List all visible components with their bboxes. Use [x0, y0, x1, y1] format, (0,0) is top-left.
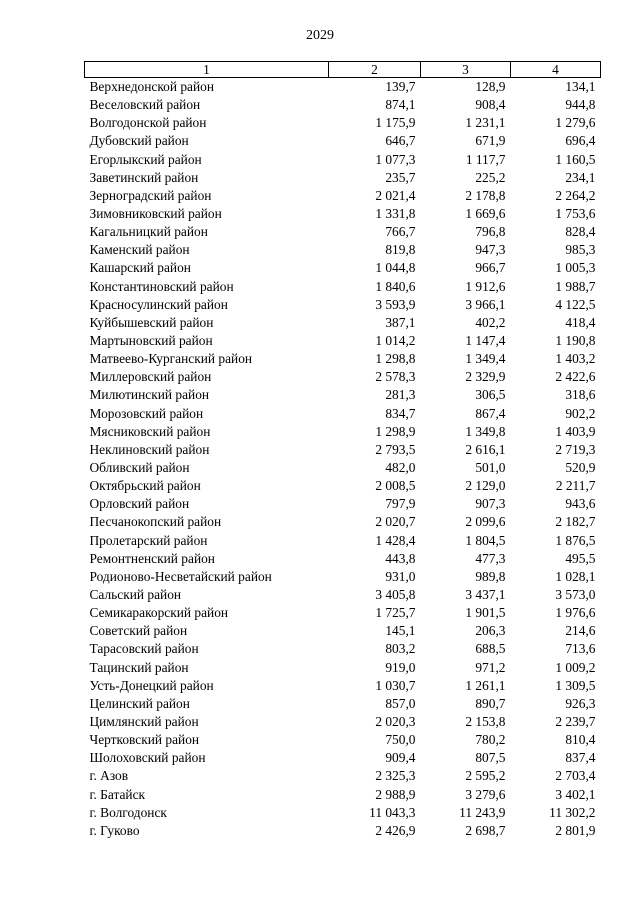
table-row	[85, 259, 601, 277]
table-row	[85, 622, 601, 640]
value-col-4: 943,6	[565, 496, 596, 512]
value-col-4: 1 976,6	[555, 605, 596, 621]
value-col-4: 318,6	[565, 387, 596, 403]
district-name: Сальский район	[89, 587, 182, 602]
district-name: Милютинский район	[89, 387, 210, 403]
value-col-3: 671,9	[475, 133, 506, 149]
value-col-4: 1 309,5	[555, 677, 596, 693]
value-col-4: 713,6	[565, 641, 596, 657]
table-row	[85, 695, 601, 713]
district-name: Зерноградский район	[89, 187, 212, 203]
value-col-3: 2 129,0	[465, 478, 506, 494]
table-row	[85, 804, 601, 822]
value-col-3: 1 117,7	[465, 151, 506, 167]
column-header-3: 3	[421, 62, 511, 78]
value-col-2: 874,1	[385, 97, 416, 113]
district-name: Семикаракорский район	[89, 605, 229, 621]
value-col-3: 1 147,4	[465, 333, 506, 349]
value-col-2: 1 175,9	[375, 115, 416, 131]
value-col-2: 235,7	[385, 169, 416, 185]
district-name: Волгодонской район	[89, 115, 207, 131]
table-row	[85, 568, 601, 586]
district-name: Красносулинский район	[89, 296, 228, 312]
table-row	[85, 532, 601, 550]
value-col-4: 1 005,3	[555, 260, 596, 276]
table-row	[85, 187, 601, 205]
value-col-3: 1 912,6	[465, 278, 506, 294]
table-row	[85, 423, 601, 441]
district-name: Мясниковский район	[89, 423, 211, 439]
table-row	[85, 278, 601, 296]
value-col-3: 1 261,1	[465, 677, 506, 693]
value-col-2: 857,0	[385, 695, 416, 711]
value-col-2: 281,3	[385, 387, 416, 403]
table-row	[85, 640, 601, 658]
value-col-2: 766,7	[385, 224, 416, 240]
value-col-2: 3 405,8	[375, 587, 416, 602]
table-row	[85, 785, 601, 803]
value-col-3: 3 966,1	[465, 296, 506, 312]
value-col-4: 926,3	[565, 695, 596, 711]
value-col-2: 919,0	[385, 659, 416, 675]
district-name: Кашарский район	[89, 260, 191, 276]
column-header-4: 4	[511, 62, 601, 78]
table-row	[85, 495, 601, 513]
value-col-2: 1 077,3	[375, 151, 416, 167]
table-row	[85, 822, 601, 840]
value-col-4: 696,4	[565, 133, 596, 149]
value-col-4: 2 264,2	[555, 187, 596, 203]
value-col-3: 1 349,8	[465, 423, 506, 439]
value-col-4: 944,8	[565, 97, 596, 113]
table-row	[85, 78, 601, 97]
value-col-2: 803,2	[385, 641, 416, 657]
table-row	[85, 586, 601, 604]
district-name: г. Гуково	[89, 822, 140, 838]
table-row	[85, 296, 601, 314]
value-col-2: 819,8	[385, 242, 416, 258]
value-col-3: 2 329,9	[465, 369, 506, 385]
value-col-3: 306,5	[475, 387, 506, 403]
value-col-3: 2 595,2	[465, 768, 506, 784]
table-row	[85, 314, 601, 332]
district-name: Морозовский район	[89, 405, 204, 421]
value-col-2: 1 725,7	[375, 605, 416, 621]
value-col-2: 646,7	[385, 133, 416, 149]
value-col-4: 2 801,9	[555, 822, 596, 838]
table-body	[85, 78, 601, 840]
value-col-2: 1 014,2	[375, 333, 416, 349]
value-col-4: 828,4	[565, 224, 596, 240]
value-col-4: 810,4	[565, 732, 596, 748]
value-col-3: 11 243,9	[459, 804, 506, 820]
table-row	[85, 114, 601, 132]
value-col-4: 214,6	[565, 623, 596, 639]
column-header-1: 1	[85, 62, 329, 78]
table-row	[85, 132, 601, 150]
value-col-4: 234,1	[565, 169, 596, 185]
value-col-2: 1 298,9	[375, 423, 416, 439]
table-row	[85, 151, 601, 169]
district-name: Заветинский район	[89, 169, 199, 185]
district-name: Константиновский район	[89, 278, 234, 294]
value-col-2: 2 020,7	[375, 514, 416, 530]
value-col-3: 402,2	[475, 314, 506, 330]
value-col-4: 1 403,9	[555, 423, 596, 439]
value-col-4: 1 028,1	[555, 568, 596, 584]
table-row	[85, 513, 601, 531]
value-col-3: 780,2	[475, 732, 506, 748]
value-col-3: 2 178,8	[465, 187, 506, 203]
table-row	[85, 659, 601, 677]
table-row	[85, 459, 601, 477]
value-col-3: 128,9	[475, 79, 506, 95]
value-col-2: 797,9	[385, 496, 416, 512]
district-name: Каменский район	[89, 242, 190, 258]
value-col-3: 966,7	[475, 260, 506, 276]
value-col-4: 1 279,6	[555, 115, 596, 131]
value-col-2: 139,7	[385, 79, 416, 95]
value-col-3: 225,2	[475, 169, 506, 185]
value-col-3: 2 099,6	[465, 514, 506, 530]
table-row	[85, 241, 601, 259]
district-name: Усть-Донецкий район	[89, 677, 214, 693]
value-col-4: 1 190,8	[555, 333, 596, 349]
value-col-3: 688,5	[475, 641, 506, 657]
value-col-2: 482,0	[385, 460, 416, 476]
table-row	[85, 677, 601, 695]
value-col-4: 985,3	[565, 242, 596, 258]
table-row	[85, 405, 601, 423]
table-row	[85, 332, 601, 350]
value-col-3: 477,3	[475, 550, 506, 566]
district-name: Октябрьский район	[89, 478, 201, 494]
value-col-4: 902,2	[565, 405, 596, 421]
district-name: Ремонтненский район	[89, 550, 215, 566]
value-col-3: 1 669,6	[465, 206, 506, 222]
district-name: Орловский район	[89, 496, 190, 512]
value-col-2: 750,0	[385, 732, 416, 748]
district-name: Верхнедонской район	[89, 79, 215, 95]
value-col-4: 837,4	[565, 750, 596, 766]
value-col-3: 971,2	[475, 659, 506, 675]
value-col-2: 834,7	[385, 405, 416, 421]
value-col-3: 908,4	[475, 97, 506, 113]
district-name: г. Азов	[89, 768, 129, 784]
table-row	[85, 550, 601, 568]
district-name: Цимлянский район	[89, 713, 199, 729]
value-col-4: 1 403,2	[555, 351, 596, 367]
value-col-2: 11 043,3	[369, 804, 416, 820]
table-row	[85, 749, 601, 767]
value-col-4: 520,9	[565, 460, 596, 476]
table-row	[85, 368, 601, 386]
table-row	[85, 169, 601, 187]
value-col-2: 1 331,8	[375, 206, 416, 222]
value-col-3: 796,8	[475, 224, 506, 240]
page-number: 2029	[306, 28, 334, 43]
value-col-3: 206,3	[475, 623, 506, 639]
value-col-3: 2 153,8	[465, 713, 506, 729]
value-col-2: 2 020,3	[375, 713, 416, 729]
value-col-4: 2 211,7	[555, 478, 596, 494]
table-row	[85, 386, 601, 404]
value-col-2: 1 840,6	[375, 278, 416, 294]
value-col-4: 2 239,7	[555, 713, 596, 729]
value-col-2: 2 578,3	[375, 369, 416, 385]
value-col-4: 2 719,3	[555, 441, 596, 457]
value-col-2: 2 325,3	[375, 768, 416, 784]
table-row	[85, 731, 601, 749]
value-col-2: 145,1	[385, 623, 416, 639]
value-col-3: 1 804,5	[465, 532, 506, 548]
value-col-4: 418,4	[565, 314, 596, 330]
value-col-2: 2 988,9	[375, 786, 416, 802]
table-row	[85, 604, 601, 622]
value-col-3: 989,8	[475, 568, 506, 584]
value-col-2: 2 426,9	[375, 822, 416, 838]
district-name: Миллеровский район	[89, 369, 212, 385]
value-col-3: 867,4	[475, 405, 506, 421]
column-header-2: 2	[329, 62, 421, 78]
value-col-4: 495,5	[565, 550, 596, 566]
value-col-4: 2 182,7	[555, 514, 596, 530]
table-row	[85, 713, 601, 731]
district-name: Кагальницкий район	[89, 224, 208, 240]
table-row	[85, 223, 601, 241]
district-name: Тарасовский район	[89, 641, 199, 657]
value-col-3: 947,3	[475, 242, 506, 258]
value-col-3: 890,7	[475, 695, 506, 711]
district-name: Целинский район	[89, 695, 190, 711]
value-col-2: 931,0	[385, 568, 416, 584]
district-name: Чертковский район	[89, 732, 200, 748]
value-col-4: 1 160,5	[555, 151, 596, 167]
header-row	[85, 62, 601, 78]
value-col-4: 1 009,2	[555, 659, 596, 675]
district-name: Песчанокопский район	[89, 514, 222, 530]
value-col-4: 4 122,5	[555, 296, 596, 312]
table-header	[85, 62, 601, 78]
table-row	[85, 96, 601, 114]
value-col-3: 2 698,7	[465, 822, 506, 838]
district-name: Шолоховский район	[89, 750, 206, 766]
value-col-2: 2 793,5	[375, 441, 416, 457]
value-col-4: 2 703,4	[555, 768, 596, 784]
budget-table	[84, 61, 601, 840]
district-name: Обливский район	[89, 460, 190, 476]
value-col-2: 3 593,9	[375, 296, 416, 312]
value-col-3: 1 231,1	[465, 115, 506, 131]
value-col-2: 1 030,7	[375, 677, 416, 693]
district-name: Куйбышевский район	[89, 314, 214, 330]
value-col-2: 1 428,4	[375, 532, 416, 548]
value-col-3: 1 901,5	[465, 605, 506, 621]
table-row	[85, 441, 601, 459]
value-col-3: 1 349,4	[465, 351, 506, 367]
value-col-4: 11 302,2	[549, 804, 596, 820]
value-col-2: 909,4	[385, 750, 416, 766]
value-col-2: 1 298,8	[375, 351, 416, 367]
value-col-3: 3 279,6	[465, 786, 506, 802]
district-name: г. Батайск	[89, 786, 146, 802]
value-col-4: 1 876,5	[555, 532, 596, 548]
value-col-4: 1 988,7	[555, 278, 596, 294]
value-col-2: 1 044,8	[375, 260, 416, 276]
value-col-4: 134,1	[565, 79, 596, 95]
district-name: Неклиновский район	[89, 441, 210, 457]
value-col-4: 1 753,6	[555, 206, 596, 222]
district-name: Матвеево-Курганский район	[89, 351, 253, 367]
value-col-3: 3 437,1	[465, 587, 506, 602]
district-name: Дубовский район	[89, 133, 189, 149]
value-col-3: 807,5	[475, 750, 506, 766]
district-name: Веселовский район	[89, 97, 201, 113]
value-col-4: 3 402,1	[555, 786, 596, 802]
value-col-3: 501,0	[475, 460, 506, 476]
district-name: Зимовниковский район	[89, 206, 222, 222]
value-col-3: 2 616,1	[465, 441, 506, 457]
district-name: Пролетарский район	[89, 532, 208, 548]
table-row	[85, 205, 601, 223]
district-name: Тацинский район	[89, 659, 189, 675]
table-row	[85, 767, 601, 785]
district-name: Егорлыкский район	[89, 151, 202, 167]
table-row	[85, 477, 601, 495]
district-name: Родионово-Несветайский район	[89, 568, 272, 584]
value-col-2: 387,1	[385, 314, 416, 330]
district-name: Советский район	[89, 623, 188, 639]
value-col-4: 3 573,0	[555, 587, 596, 602]
district-name: г. Волгодонск	[89, 804, 167, 820]
district-name: Мартыновский район	[89, 333, 213, 349]
value-col-4: 2 422,6	[555, 369, 596, 385]
table-row	[85, 350, 601, 368]
value-col-3: 907,3	[475, 496, 506, 512]
value-col-2: 2 008,5	[375, 478, 416, 494]
value-col-2: 443,8	[385, 550, 416, 566]
value-col-2: 2 021,4	[375, 187, 416, 203]
